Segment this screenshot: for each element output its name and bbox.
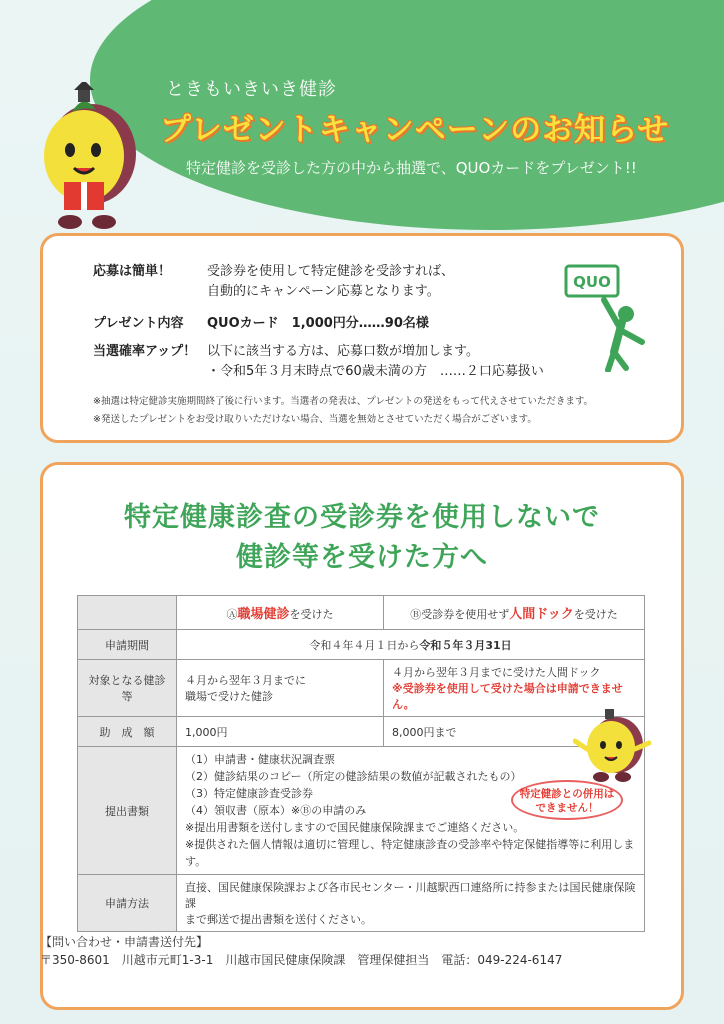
list-item: （2）健診結果のコピー（所定の健診結果の数値が記載されたもの）: [185, 770, 522, 783]
contact-address: 〒350-8601 川越市元町1-3-1 川越市国民健康保険課 管理保健担当 電話：049-224-6147: [40, 953, 563, 967]
subsidy-box: [40, 462, 684, 1010]
list-item: ※提供された個人情報は適切に管理し、特定健康診査の受診率や特定保健指導等に利用します。: [185, 838, 635, 868]
banner-description: 特定健診を受診した方の中から抽選で、QUOカードをプレゼント!!: [186, 159, 637, 177]
list-item: （4）領収書（原本）※Ⓑの申請のみ: [185, 804, 367, 817]
apply-text-1: 受診券を使用して特定健診を受診すれば、: [207, 264, 455, 279]
campaign-note-2: ※発送したプレゼントをお受け取りいただけない場合、当選を無効とさせていただく場合がございます。: [93, 414, 537, 425]
column-a-header: Ⓐ職場健診を受けた: [177, 596, 384, 630]
table-row: [78, 875, 645, 932]
docs-label: 提出書類: [78, 747, 177, 875]
list-item: ※提出用書類を送付しますので国民健康保険課までご連絡ください。: [185, 821, 525, 834]
amount-b: 8,000円まで: [384, 717, 645, 747]
target-a: ４月から翌年３月までに 職場で受けた健診: [177, 660, 384, 717]
table-row: [78, 596, 645, 630]
contact-heading: 【問い合わせ・申請書送付先】: [40, 935, 209, 949]
list-item: （3）特定健康診査受診券: [185, 787, 313, 800]
subsidy-heading-1: 特定健康診査の受診券を使用しないで: [124, 502, 600, 533]
column-b-header: Ⓑ受診券を使用せず人間ドックを受けた: [384, 596, 645, 630]
prize-label: プレゼント内容: [93, 316, 184, 331]
empty-header-cell: [78, 596, 177, 630]
period-value: 令和４年４月１日から令和５年３月31日: [177, 630, 645, 660]
apply-text-2: 自動的にキャンペーン応募となります。: [207, 284, 440, 299]
method-value: 直接、国民健康保険課および各市民センター・川越駅西口連絡所に持参または国民健康保険課 まで郵送で提出書類を送付ください。: [177, 875, 645, 932]
chance-label: 当選確率アップ！: [93, 344, 197, 359]
table-row: [78, 717, 645, 747]
list-item: （1）申請書・健康状況調査票: [185, 753, 335, 766]
quo-card-person-icon: [560, 262, 670, 372]
amount-label: 助 成 額: [78, 717, 177, 747]
table-row: [78, 630, 645, 660]
mascot-icon: [34, 82, 144, 232]
campaign-note-1: ※抽選は特定健診実施期間終了後に行います。当選者の発表は、プレゼントの発送をもって代えさせていただきます。: [93, 396, 594, 407]
subsidy-table: [77, 595, 645, 932]
warning-badge: 特定健診との併用は できません！: [511, 780, 623, 820]
mascot-small-icon: [573, 705, 653, 785]
target-b: ４月から翌年３月までに受けた人間ドック ※受診券を使用して受けた場合は申請できません。: [384, 660, 645, 717]
period-label: 申請期間: [78, 630, 177, 660]
banner-title: プレゼントキャンペーンのお知らせ: [160, 112, 670, 148]
quo-card-text: QUO: [573, 273, 611, 291]
apply-label: 応募は簡単！: [93, 264, 172, 279]
prize-text: QUOカード 1,000円分……90名様: [207, 316, 429, 331]
method-label: 申請方法: [78, 875, 177, 932]
table-row: [78, 660, 645, 717]
banner-subtitle: ときもいきいき健診: [166, 79, 337, 100]
chance-text-1: 以下に該当する方は、応募口数が増加します。: [207, 344, 479, 359]
subsidy-heading-2: 健診等を受けた方へ: [236, 542, 488, 573]
target-label: 対象となる健診等: [78, 660, 177, 717]
amount-a: 1,000円: [177, 717, 384, 747]
chance-text-2: ・令和5年３月末時点で60歳未満の方 ……２口応募扱い: [207, 364, 544, 379]
